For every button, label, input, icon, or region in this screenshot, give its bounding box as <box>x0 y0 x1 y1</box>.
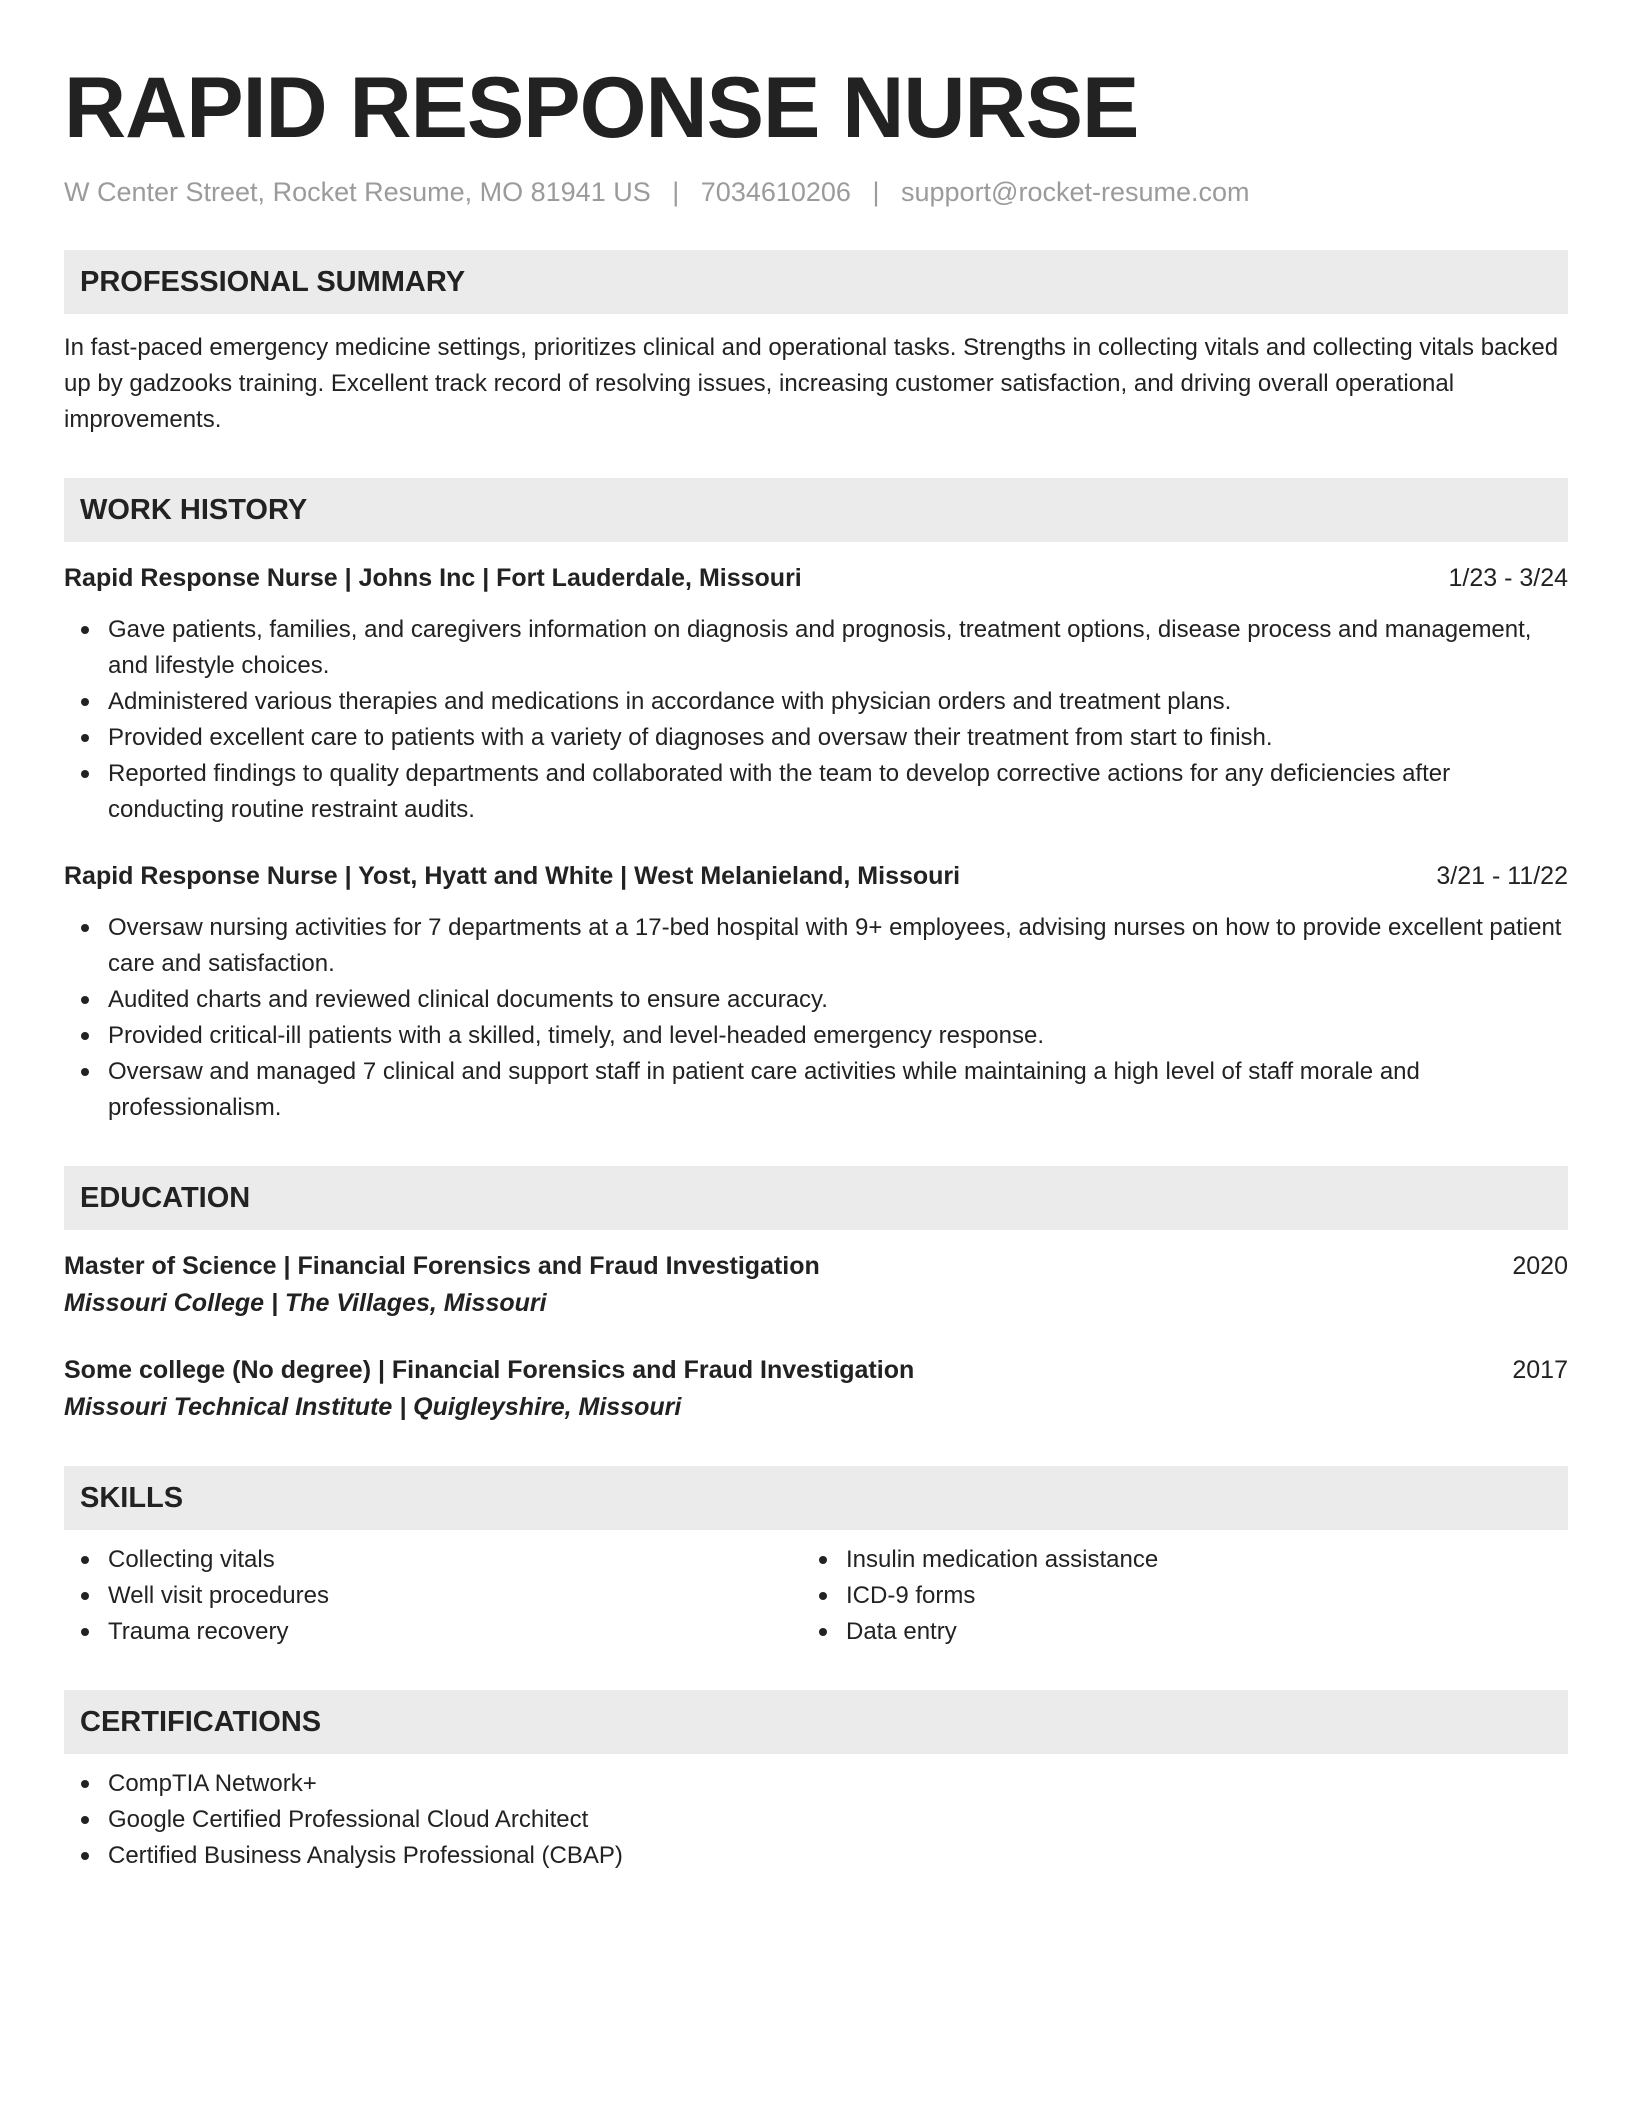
education-heading: EDUCATION <box>64 1166 1568 1230</box>
summary-heading: PROFESSIONAL SUMMARY <box>64 250 1568 314</box>
education-header <box>64 1248 1568 1284</box>
job-bullets <box>64 910 1568 1126</box>
job-bullet: Administered various therapies and medications in accordance with physician orders and treatment plans. <box>64 684 1568 720</box>
job-bullets <box>64 612 1568 828</box>
skill-item: Collecting vitals <box>64 1542 802 1578</box>
school-name: Missouri College | The Villages, Missouri <box>64 1289 547 1317</box>
education-entry <box>64 1248 1568 1322</box>
education-year: 2017 <box>1512 1356 1568 1384</box>
job-bullet: Oversaw nursing activities for 7 departments at a 17-bed hospital with 9+ employees, advising nurses on how to provide excellent patient care and satisfaction. <box>64 910 1568 982</box>
education-header <box>64 1352 1568 1388</box>
skill-item: Insulin medication assistance <box>802 1542 1540 1578</box>
job-bullet: Gave patients, families, and caregivers information on diagnosis and prognosis, treatment options, disease process and management, and lifestyle choices. <box>64 612 1568 684</box>
job-header <box>64 560 1568 596</box>
skill-item: Data entry <box>802 1614 1540 1650</box>
summary-text: In fast-paced emergency medicine settings, prioritizes clinical and operational tasks. Strengths in collecting vitals and collecting vitals backed up by gadzooks training. Excellent track record of resolving issues, increasing customer satisfaction, and driving overall operational improvements. <box>64 334 1559 433</box>
contact-email: support@rocket-resume.com <box>901 177 1250 207</box>
contact-address: W Center Street, Rocket Resume, MO 81941 US <box>64 177 651 207</box>
candidate-title: RAPID RESPONSE NURSE <box>64 60 1139 156</box>
skills-heading: SKILLS <box>64 1466 1568 1530</box>
job-entry <box>64 560 1568 828</box>
skill-item: Well visit procedures <box>64 1578 802 1614</box>
education-entry <box>64 1352 1568 1426</box>
job-bullet: Audited charts and reviewed clinical documents to ensure accuracy. <box>64 982 1568 1018</box>
skills-column-left <box>64 1542 802 1650</box>
certification-item: CompTIA Network+ <box>64 1766 1568 1802</box>
work-history-heading: WORK HISTORY <box>64 478 1568 542</box>
job-title: Rapid Response Nurse | Johns Inc | Fort Lauderdale, Missouri <box>64 564 802 592</box>
degree-title: Some college (No degree) | Financial Forensics and Fraud Investigation <box>64 1356 915 1384</box>
education-year: 2020 <box>1512 1252 1568 1280</box>
certifications-list <box>64 1766 1568 1874</box>
contact-line <box>64 174 1568 210</box>
job-dates: 3/21 - 11/22 <box>1436 862 1568 890</box>
job-title: Rapid Response Nurse | Yost, Hyatt and White | West Melanieland, Missouri <box>64 862 961 890</box>
skills-column-right <box>802 1542 1540 1650</box>
job-dates: 1/23 - 3/24 <box>1448 564 1568 592</box>
job-header <box>64 858 1568 894</box>
skill-item: Trauma recovery <box>64 1614 802 1650</box>
contact-separator: | <box>672 177 680 207</box>
school-name: Missouri Technical Institute | Quigleyshire, Missouri <box>64 1393 682 1421</box>
certification-item: Google Certified Professional Cloud Architect <box>64 1802 1568 1838</box>
job-bullet: Provided excellent care to patients with a variety of diagnoses and oversaw their treatment from start to finish. <box>64 720 1568 756</box>
job-bullet: Provided critical-ill patients with a skilled, timely, and level-headed emergency response. <box>64 1018 1568 1054</box>
degree-title: Master of Science | Financial Forensics and Fraud Investigation <box>64 1252 820 1280</box>
certifications-heading: CERTIFICATIONS <box>64 1690 1568 1754</box>
job-bullet: Reported findings to quality departments and collaborated with the team to develop corrective actions for any deficiencies after conducting routine restraint audits. <box>64 756 1568 828</box>
skill-item: ICD-9 forms <box>802 1578 1540 1614</box>
job-bullet: Oversaw and managed 7 clinical and support staff in patient care activities while maintaining a high level of staff morale and professionalism. <box>64 1054 1568 1126</box>
skills-grid <box>64 1542 1568 1650</box>
contact-separator: | <box>872 177 880 207</box>
contact-phone: 7034610206 <box>700 177 851 207</box>
job-entry <box>64 858 1568 1126</box>
certification-item: Certified Business Analysis Professional (CBAP) <box>64 1838 1568 1874</box>
